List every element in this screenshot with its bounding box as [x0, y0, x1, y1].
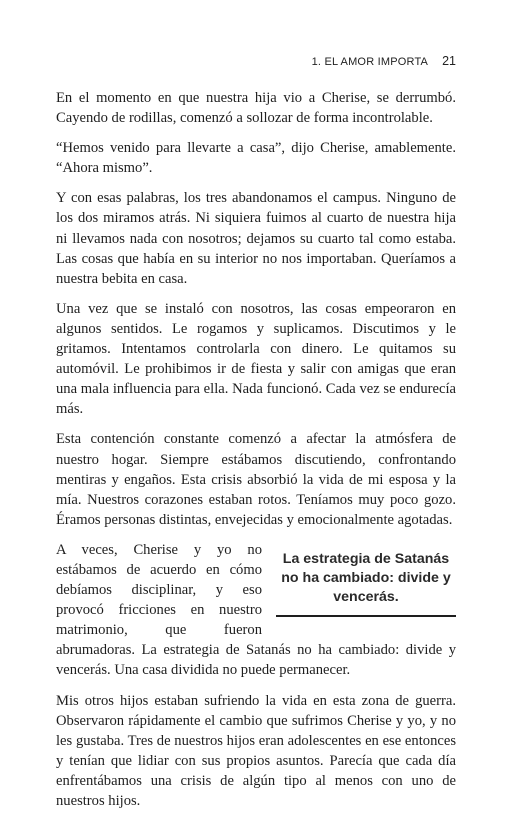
- paragraph: “Hemos venido para llevarte a casa”, dijo Cherise, amablemente. “Ahora mismo”.: [56, 140, 456, 177]
- paragraph: A veces, Cherise y yo no estábamos de acuerdo en cómo debíamos disciplinar, y eso provocó fricciones en nuestro matrimonio, que fueron abrumadoras. La estrategia de Satanás no ha cambiado: divide y vencerás. Una casa dividida no puede permanecer.: [56, 541, 456, 679]
- pull-quote: La estrategia de Satanás no ha cambiado: divide y vencerás.: [276, 550, 456, 617]
- paragraph: Esta contención constante comenzó a afectar la atmósfera de nuestro hogar. Siempre estábamos discutiendo, confrontando mentiras y engaños. Esta crisis absorbió la vida de mi esposa y la mía. Nuestros corazones estaban rotos. Teníamos muy poco gozo. Éramos personas distintas, envejecidas y emocionalmente agotadas.: [56, 431, 456, 528]
- paragraph: Y con esas palabras, los tres abandonamos el campus. Ninguno de los dos miramos atrás. Ni siquiera fuimos al cuarto de nuestra hija ni llevamos nada con nosotros; dejamos su cuarto tal como estaba. Las cosas que había en su interior no nos importaban. Queríamos a nuestra bebita en casa.: [56, 190, 456, 287]
- page-number: 21: [442, 54, 456, 68]
- paragraph: Una vez que se instaló con nosotros, las cosas empeoraron en algunos sentidos. Le rogamos y suplicamos. Discutimos y le gritamos. Intentamos controlarla con dinero. Le quitamos su automóvil. Le prohibimos ir de fiesta y salir con amigas que eran una mala influencia para ella. Nada funcionó. Cada vez se endurecía más.: [56, 300, 456, 418]
- paragraph: En el momento en que nuestra hija vio a Cherise, se derrumbó. Cayendo de rodillas, comenzó a sollozar de forma incontrolable.: [56, 90, 456, 127]
- body-text: [56, 88, 456, 821]
- running-head: [312, 54, 456, 68]
- paragraph: Mis otros hijos estaban sufriendo la vida en esta zona de guerra. Observaron rápidamente el cambio que sufrimos Cherise y yo, y no les gustaba. Tres de nuestros hijos eran adolescentes en ese entonces y tenían que lidiar con sus propios asuntos. Parecía que cada día enfrentábamos una crisis de algún tipo al menos con uno de nuestros hijos.: [56, 692, 456, 809]
- chapter-title: 1. EL AMOR IMPORTA: [311, 56, 429, 68]
